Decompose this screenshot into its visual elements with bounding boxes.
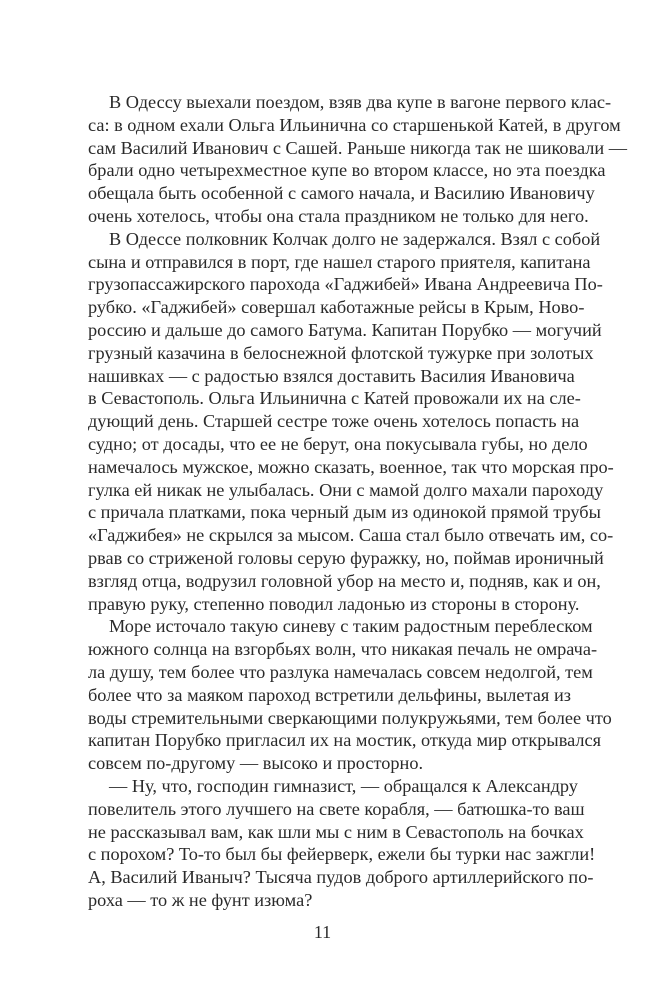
text-line: Море источало такую синеву с таким радостным переблеском bbox=[109, 616, 593, 637]
text-line: сам Василий Иванович с Сашей. Раньше никогда так не шиковали — bbox=[88, 137, 627, 158]
paragraph bbox=[88, 91, 627, 228]
text-line: очень хотелось, чтобы она стала праздником не только для него. bbox=[88, 205, 589, 226]
text-line: са: в одном ехали Ольга Ильинична со старшенькой Катей, в другом bbox=[88, 114, 621, 135]
text-line: дующий день. Старшей сестре тоже очень хотелось попасть на bbox=[88, 411, 580, 432]
text-line: с причала платками, пока черный дым из одинокой прямой трубы bbox=[88, 502, 601, 523]
text-line: россию и дальше до самого Батума. Капитан Порубко — могучий bbox=[88, 319, 602, 340]
paragraph bbox=[88, 228, 614, 616]
text-line: в Севастополь. Ольга Ильинична с Катей провожали их на сле- bbox=[88, 388, 581, 409]
text-line: — Ну, что, господин гимназист, — обращался к Александру bbox=[109, 775, 578, 796]
text-line: повелитель этого лучшего на свете корабля, — батюшка-то ваш bbox=[88, 798, 585, 819]
text-line: В Одессе полковник Колчак долго не задержался. Взял с собой bbox=[109, 228, 601, 249]
text-line: грузопассажирского парохода «Гаджибей» Ивана Андреевича По- bbox=[88, 274, 603, 295]
text-line: взгляд отца, водрузил головной убор на место и, подняв, как и он, bbox=[88, 570, 601, 591]
text-line: В Одессу выехали поездом, взяв два купе в вагоне первого клас- bbox=[109, 92, 612, 112]
text-line: намечалось мужское, можно сказать, военное, так что морская про- bbox=[88, 456, 614, 477]
text-line: грузный казачина в белоснежной флотской тужурке при золотых bbox=[88, 342, 594, 363]
text-line: ла душу, тем более что разлука намечалась совсем недолгой, тем bbox=[88, 661, 593, 682]
text-line: капитан Порубко пригласил их на мостик, откуда мир открывался bbox=[88, 730, 602, 751]
text-line: правую руку, степенно поводил ладонью из стороны в сторону. bbox=[88, 593, 580, 614]
text-line: более что за маяком пароход встретили дельфины, вылетая из bbox=[88, 684, 571, 705]
page-body-text bbox=[88, 91, 627, 912]
text-line: не рассказывал вам, как шли мы с ним в Севастополь на бочках bbox=[88, 821, 584, 842]
text-line: обещала быть особенной с самого начала, и Василию Ивановичу bbox=[88, 183, 595, 204]
text-line: с порохом? То-то был бы фейерверк, ежели бы турки нас зажгли! bbox=[88, 844, 596, 865]
text-line: рвав со стриженой головы серую фуражку, но, поймав ироничный bbox=[88, 547, 604, 568]
text-line: воды стремительными сверкающими полукружьями, тем более что bbox=[88, 707, 612, 728]
text-line: нашивках — с радостью взялся доставить Василия Ивановича bbox=[88, 365, 575, 386]
page-number: 11 bbox=[313, 922, 332, 942]
paragraph bbox=[88, 775, 596, 912]
text-line: совсем по-другому — высоко и просторно. bbox=[88, 753, 424, 774]
text-line: брали одно четырехместное купе во втором классе, но эта поездка bbox=[88, 160, 606, 181]
text-line: сына и отправился в порт, где нашел старого приятеля, капитана bbox=[88, 251, 591, 272]
text-line: А, Василий Иваныч? Тысяча пудов доброго артиллерийского по- bbox=[88, 867, 594, 888]
text-line: роха — то ж не фунт изюма? bbox=[88, 889, 313, 910]
text-line: гулка ей никак не улыбалась. Они с мамой долго махали пароходу bbox=[88, 479, 604, 500]
text-line: южного солнца на взгорбьях волн, что никакая печаль не омрача- bbox=[88, 639, 598, 660]
paragraph bbox=[88, 615, 612, 775]
text-line: судно; от досады, что ее не берут, она покусывала губы, но дело bbox=[88, 433, 588, 454]
text-line: «Гаджибея» не скрылся за мысом. Саша стал было отвечать им, со- bbox=[88, 525, 614, 546]
text-line: рубко. «Гаджибей» совершал каботажные рейсы в Крым, Ново- bbox=[88, 297, 585, 318]
